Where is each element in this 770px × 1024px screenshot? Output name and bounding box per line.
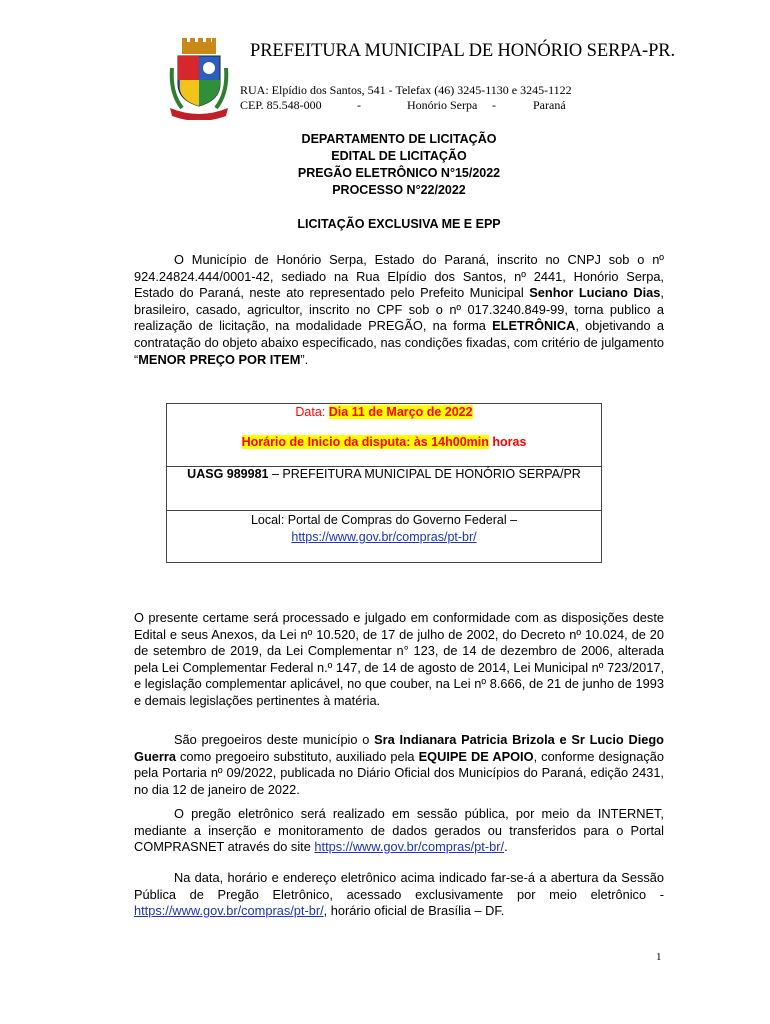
pregoeiros-names: Sra Indianara Patricia Brizola e Sr Lucio Diego Guerra (134, 732, 664, 764)
header-cep: CEP. 85.548-000 (240, 98, 322, 112)
start-time: Horário de Inicio da disputa: às 14h00min (241, 435, 489, 449)
intro-text: , objetivando a contratação do objeto abaixo especificado, nas condições fixadas, com critério de julgamento “ (134, 318, 664, 367)
header-city: Honório Serpa (407, 98, 478, 112)
page-number: 1 (656, 951, 662, 963)
intro-text: ”. (300, 351, 309, 367)
header-state: Paraná (533, 98, 566, 112)
header-address: RUA: Elpídio dos Santos, 541 - Telefax (46) 3245-1130 e 3245-1122 (240, 83, 572, 97)
mayor-name: Senhor Luciano Dias (529, 285, 661, 301)
header-cep-line (240, 98, 566, 113)
intro-text: O Município de Honório Serpa, Estado do Paraná, inscrito no CNPJ sob o nº 924.24824.444/0001-42, sediado na Rua Elpídio dos Santos, nº 2441, Honório Serpa, Estado do Paraná, neste ato representado pelo Prefeito Municipal (134, 252, 664, 301)
compras-link[interactable]: https://www.gov.br/compras/pt-br/ (291, 530, 477, 544)
department-title: DEPARTAMENTO DE LICITAÇÃO (301, 132, 497, 146)
date-row (167, 404, 601, 467)
header-separator: - (357, 98, 361, 112)
time-suffix: horas (488, 435, 527, 449)
legal-basis-text: O presente certame será processado e julgado em conformidade com as disposições deste Edital e seus Anexos, da Lei nº 10.520, de 17 de julho de 2002, do Decreto nº 10.024, de 20 de setembro de 2019, da Lei Complementar n° 123, de 14 de dezembro de 2006, alterada pela Lei Complementar Federal n.º 147, de 14 de agosto de 2014, Lei Municipal nº 723/2017, e legislação complementar aplicável, no que couber, na Lei nº 8.666, de 21 de junho de 1993 e demais legislações pertinentes à matéria. (134, 610, 664, 708)
edital-title: EDITAL DE LICITAÇÃO (331, 149, 467, 163)
exclusive-notice: LICITAÇÃO EXCLUSIVA ME E EPP (297, 217, 501, 231)
prefecture-title: PREFEITURA MUNICIPAL DE HONÓRIO SERPA-PR. (250, 41, 676, 61)
opening-paragraph (134, 870, 664, 920)
pregoeiros-paragraph (134, 732, 664, 798)
support-team: EQUIPE DE APOIO (418, 748, 534, 764)
pregoeiros-text: como pregoeiro substituto, auxiliado pela (175, 748, 419, 764)
uasg-code: UASG 989981 (187, 467, 269, 481)
session-text: . (504, 839, 508, 855)
session-paragraph (134, 806, 664, 856)
intro-text: , brasileiro, casado, agricultor, inscrito no CPF sob o nº 017.3240.849-99, torna publico a realização de licitação, na modalidade PREGÃO, na forma (134, 285, 664, 334)
legal-basis-paragraph (134, 610, 664, 710)
pregoeiros-text: , conforme designação pela Portaria nº 09/2022, publicada no Diário Oficial dos Municípios do Paraná, edição 2431, no dia 12 de janeiro de 2022. (134, 748, 665, 797)
local-row (167, 512, 601, 546)
pregao-title: PREGÃO ELETRÔNICO N°15/2022 (297, 166, 501, 180)
pregoeiros-text: São pregoeiros deste município o (174, 732, 375, 747)
form-eletronica: ELETRÔNICA (492, 318, 576, 334)
municipal-crest-icon (168, 38, 230, 120)
auction-info-box (166, 403, 602, 563)
header-separator: - (492, 98, 496, 112)
session-text: O pregão eletrônico será realizado em sessão pública, por meio da INTERNET, mediante a inserção e monitoramento de dados gerados ou transferidos para o Portal COMPRASNET através do site (134, 806, 664, 855)
comprasnet-link[interactable]: https://www.gov.br/compras/pt-br/ (314, 839, 505, 855)
uasg-row (167, 466, 601, 511)
date-label: Data: (295, 405, 329, 419)
intro-paragraph (134, 252, 664, 368)
title-block (134, 131, 664, 199)
opening-text: Na data, horário e endereço eletrônico acima indicado far-se-á a abertura da Sessão Pública de Pregão Eletrônico, acessado exclusivamente por meio eletrônico - (134, 870, 664, 902)
opening-text: , horário oficial de Brasília – DF. (323, 903, 505, 919)
criterion: MENOR PREÇO POR ITEM (138, 351, 301, 367)
opening-link[interactable]: https://www.gov.br/compras/pt-br/ (134, 903, 324, 919)
uasg-name: – PREFEITURA MUNICIPAL DE HONÓRIO SERPA/PR (268, 467, 581, 481)
local-text: Local: Portal de Compras do Governo Federal – (250, 513, 518, 527)
processo-title: PROCESSO N°22/2022 (332, 183, 466, 197)
date-value: Dia 11 de Março de 2022 (328, 405, 473, 419)
